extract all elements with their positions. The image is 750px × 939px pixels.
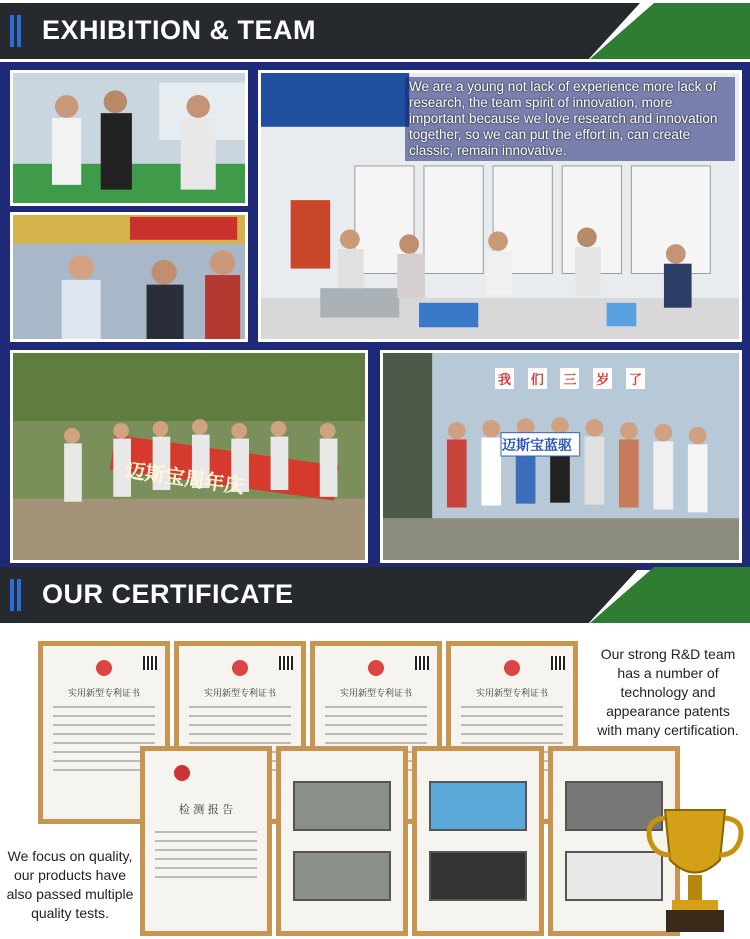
quality-description	[0, 847, 140, 923]
quality-line: quality tests.	[31, 905, 109, 921]
expo-visitors-photo	[10, 70, 248, 206]
team-hike-photo	[10, 350, 368, 563]
patent-certificate-title: 实用新型专利证书	[475, 689, 548, 699]
banner-accent-bar	[17, 15, 21, 47]
rd-line: has a number of	[617, 665, 719, 681]
banner-accent-bar	[17, 579, 21, 611]
rd-line: appearance patents	[606, 703, 730, 719]
test-report	[140, 746, 272, 936]
expo-discussion-photo	[10, 212, 248, 342]
team-sign-text: 迈斯宝蓝驱	[502, 438, 572, 454]
exhibition-banner	[0, 3, 750, 59]
sign-char: 三	[560, 368, 579, 389]
patent-certificate-title: 实用新型专利证书	[339, 689, 412, 699]
sign-char: 了	[626, 368, 645, 389]
test-report	[276, 746, 408, 936]
certificate-title: OUR CERTIFICATE	[42, 579, 294, 609]
banner-accent-bar	[10, 579, 14, 611]
test-report-title: 检 测 报 告	[178, 803, 234, 816]
rd-line: with many certification.	[597, 722, 739, 738]
quality-line: We focus on quality,	[7, 848, 133, 864]
rd-line: technology and	[620, 684, 716, 700]
trophy-icon	[640, 800, 750, 939]
sign-char: 岁	[593, 368, 612, 389]
patent-certificate-title: 实用新型专利证书	[67, 689, 140, 699]
test-report	[412, 746, 544, 936]
rd-line: Our strong R&D team	[600, 646, 736, 662]
sign-char: 我	[495, 368, 514, 389]
quality-line: also passed multiple	[6, 886, 134, 902]
banner-accent-bar	[10, 15, 14, 47]
anniversary-banner-text: 迈斯宝周年庆	[123, 457, 246, 499]
patent-certificate-title: 实用新型专利证书	[203, 689, 276, 699]
rd-description	[588, 645, 748, 740]
certificate-banner	[0, 567, 750, 623]
exhibition-title: EXHIBITION & TEAM	[42, 15, 317, 45]
age-sign-row	[495, 368, 645, 389]
quality-line: our products have	[13, 867, 127, 883]
booth-caption: We are a young not lack of experience more lack of research, the team spirit of innovation, more important because we love research and innovation together, so we can put the effort in, can create classic, remain innovative.	[405, 77, 735, 161]
sign-char: 们	[528, 368, 547, 389]
